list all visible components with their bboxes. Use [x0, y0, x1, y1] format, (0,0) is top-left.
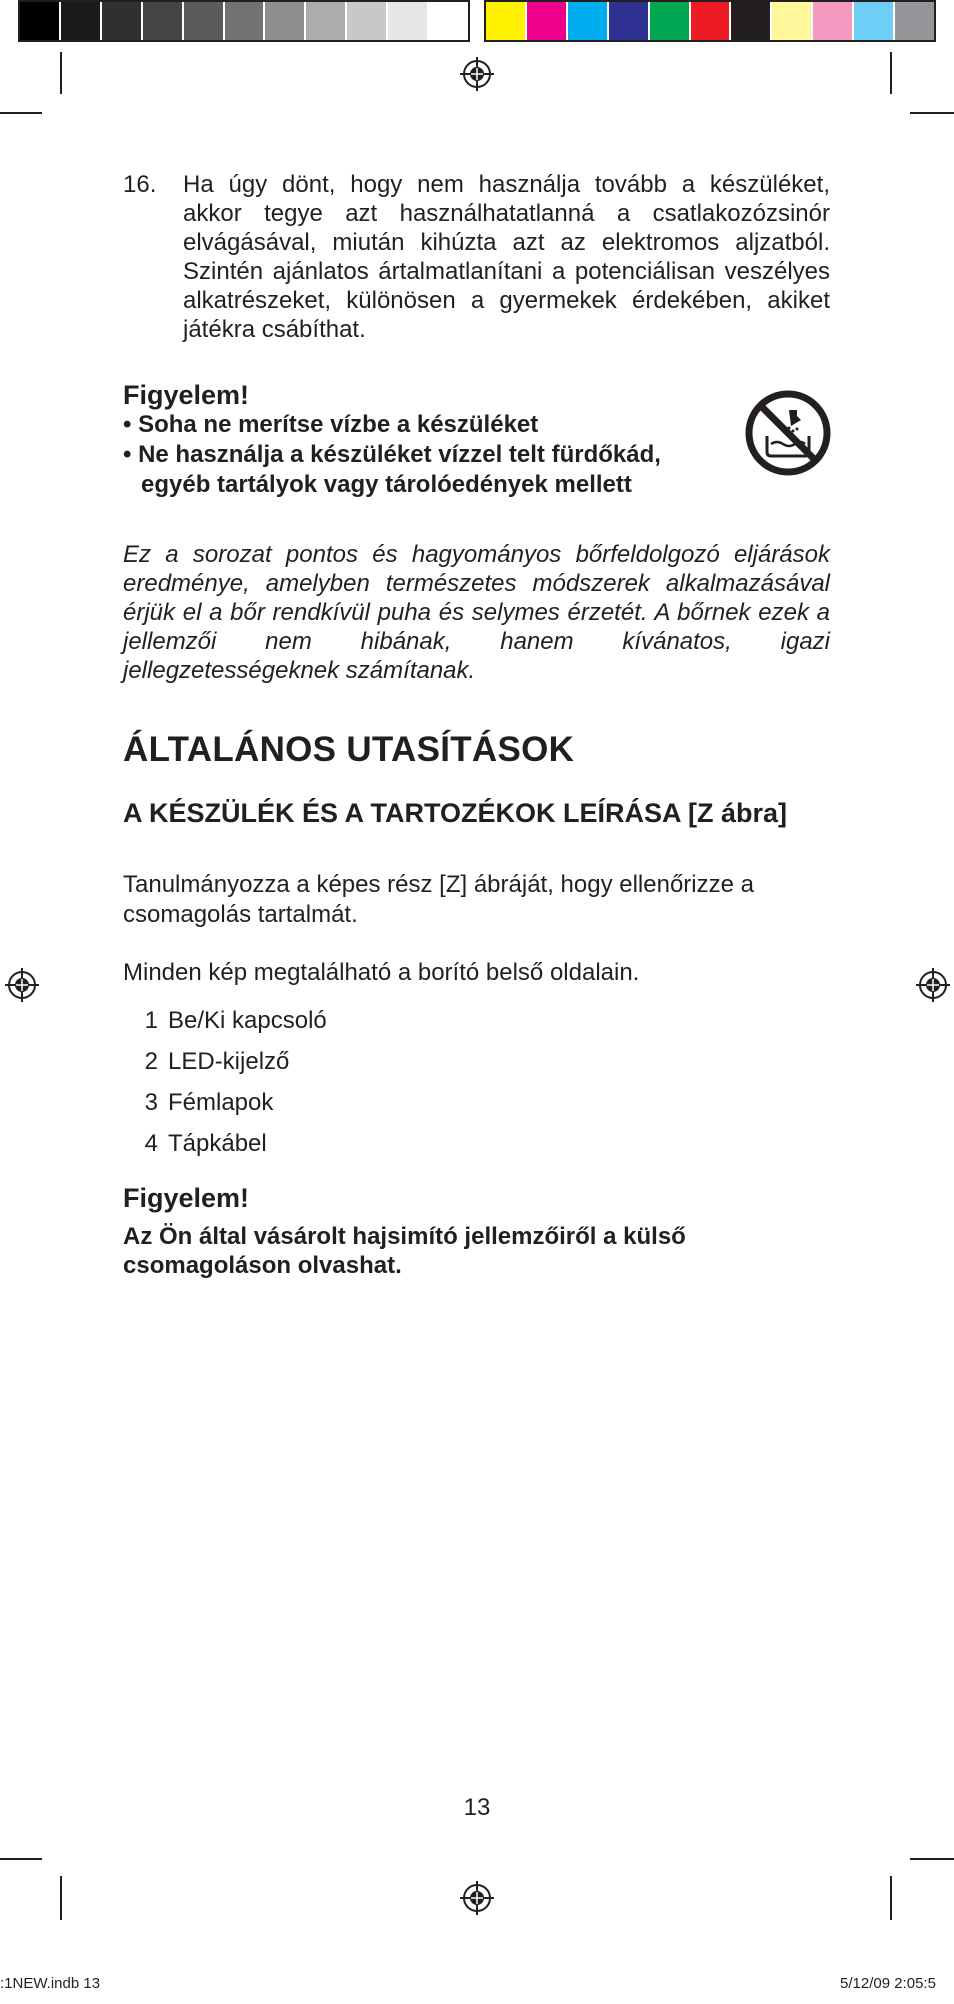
parts-list: [123, 1000, 327, 1164]
crop-mark: [910, 112, 954, 114]
color-swatch: [61, 2, 102, 40]
color-swatch: [102, 2, 143, 40]
color-swatch: [691, 2, 732, 40]
color-bar-process: [484, 0, 936, 42]
section-title: ÁLTALÁNOS UTASÍTÁSOK: [123, 730, 575, 769]
part-number: 3: [144, 1088, 158, 1116]
warning-item: • Ne használja a készüléket vízzel telt fürdőkád, egyéb tartályok vagy tárolóedények mellett: [123, 441, 661, 498]
crop-mark: [60, 52, 62, 94]
slug-timestamp: 5/12/09 2:05:5: [840, 1975, 936, 1992]
crop-mark: [60, 1876, 62, 1920]
color-swatch: [486, 2, 527, 40]
page-number: 13: [463, 1794, 491, 1821]
color-swatch: [184, 2, 225, 40]
color-swatch: [895, 2, 934, 40]
item-number: 16.: [123, 171, 157, 198]
color-swatch: [772, 2, 813, 40]
color-swatch: [731, 2, 772, 40]
color-swatch: [20, 2, 61, 40]
color-swatch: [854, 2, 895, 40]
warning-title: Figyelem!: [123, 1183, 250, 1213]
crop-mark: [910, 1858, 954, 1860]
registration-mark-icon: [5, 968, 39, 1002]
registration-mark-icon: [916, 968, 950, 1002]
paragraph: Minden kép megtalálható a borító belső oldalain.: [123, 959, 640, 986]
list-item: [123, 1000, 327, 1041]
color-swatch: [347, 2, 388, 40]
crop-mark: [890, 1876, 892, 1920]
color-swatch: [429, 2, 468, 40]
paragraph: Tanulmányozza a képes rész [Z] ábráját, hogy ellenőrizze a csomagolás tartalmát.: [123, 871, 754, 928]
item-text: Ha úgy dönt, hogy nem használja tovább a készüléket, akkor tegye azt használhatatlanná a csatlakozózsinór elvágásával, miután kihúzta azt az elektromos aljzatból. Szintén ajánlatos ártalmatlanítani a potenciálisan veszélyes alkatrészeket, különösen a gyermekek érdekében, akiket játékra csábíthat.: [183, 171, 830, 343]
color-swatch: [388, 2, 429, 40]
color-swatch: [609, 2, 650, 40]
part-label: Tápkábel: [168, 1129, 267, 1157]
no-water-icon: [745, 390, 831, 476]
warning-list: [123, 410, 723, 500]
italic-paragraph: Ez a sorozat pontos és hagyományos bőrfeldolgozó eljárások eredménye, amelyben természetes módszerek alkalmazásával érjük el a bőr rendkívül puha és selymes érzetét. A bőrnek ezek a jellemzői nem hibának, hanem kívánatos, igazi jellegzetességeknek számítanak.: [123, 541, 830, 684]
color-swatch: [306, 2, 347, 40]
part-label: Be/Ki kapcsoló: [168, 1006, 327, 1034]
warning-title: Figyelem!: [123, 380, 250, 410]
subsection-title: A KÉSZÜLÉK ÉS A TARTOZÉKOK LEÍRÁSA [Z ábra]: [123, 798, 788, 828]
color-swatch: [650, 2, 691, 40]
registration-mark-icon: [460, 1881, 494, 1915]
slug-filename: :1NEW.indb 13: [0, 1975, 101, 1992]
color-swatch: [527, 2, 568, 40]
color-swatch: [813, 2, 854, 40]
list-item: [123, 1123, 327, 1164]
part-label: Fémlapok: [168, 1088, 274, 1116]
registration-mark-icon: [460, 57, 494, 91]
color-swatch: [568, 2, 609, 40]
color-swatch: [143, 2, 184, 40]
crop-mark: [890, 52, 892, 94]
part-number: 4: [144, 1129, 158, 1157]
crop-mark: [0, 112, 42, 114]
part-number: 1: [144, 1006, 158, 1034]
crop-mark: [0, 1858, 42, 1860]
warning-text: Az Ön által vásárolt hajsimító jellemzőiről a külső csomagoláson olvashat.: [123, 1223, 686, 1279]
list-item: [123, 1041, 327, 1082]
list-item: [123, 1082, 327, 1123]
color-swatch: [265, 2, 306, 40]
part-label: LED-kijelző: [168, 1047, 290, 1075]
color-swatch: [225, 2, 266, 40]
list-item-16: [123, 170, 830, 344]
part-number: 2: [144, 1047, 158, 1075]
color-bar-grayscale: [18, 0, 470, 42]
warning-item: • Soha ne merítse vízbe a készüléket: [123, 411, 539, 438]
